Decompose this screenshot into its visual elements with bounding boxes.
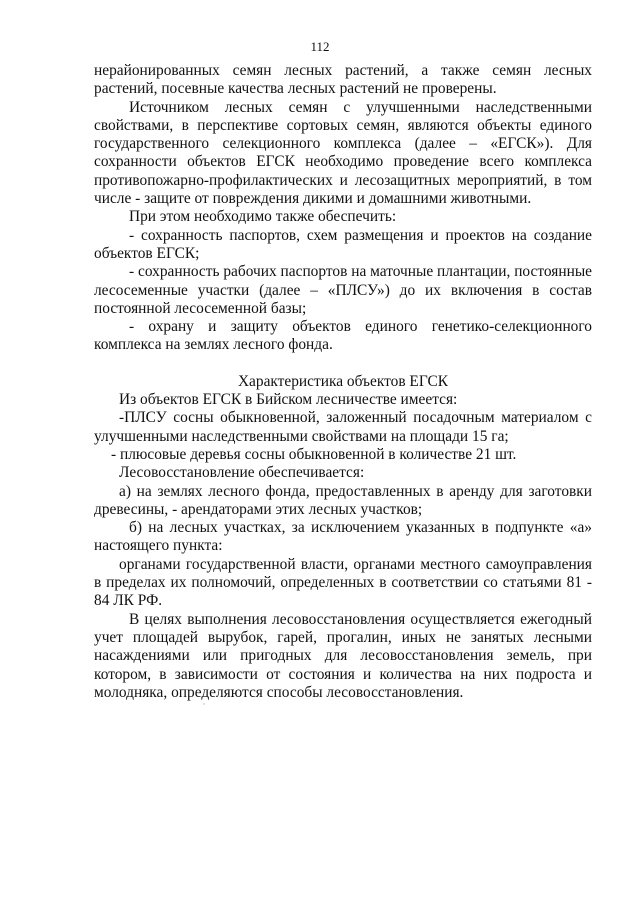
page-number: 112	[310, 39, 330, 54]
paragraph-seed-sources: Источником лесных семян с улучшенными наследственными свойствами, в перспективе сортовых семян, являются объекты единого государственного селекционного комплекса (далее – «ЕГСК»). Для сохранности объектов ЕГСК необходимо проведение всего комплекса противопожарно-профилактических и лесозащитных мероприятий, в том числе - защите от повреждения дикими и домашними животными.	[94, 98, 592, 208]
list-item-plsu: -ПЛСУ сосны обыкновенной, заложенный посадочным материалом с улучшенными наследственными свойствами на площади 15 га;	[94, 409, 592, 445]
paragraph-annual-accounting: В целях выполнения лесовосстановления осуществляется ежегодный учет площадей вырубок, гарей, прогалин, иных не занятых лесными насаждениями или пригодных для лесовосстановления земель, при котором, в зависимости от состояния и количества на них подроста и молодняка, определяются способы лесовосстановления.	[94, 610, 592, 701]
paragraph-also-ensure: При этом необходимо также обеспечить:	[129, 208, 397, 226]
list-item-plus-trees: - плюсовые деревья сосны обыкновенной в количестве 21 шт.	[111, 445, 517, 463]
list-item-working-passports: - сохранность рабочих паспортов на маточные плантации, постоянные лесосеменные участки (далее – «ПЛСУ») до их включения в состав постоянной лесосеменной базы;	[94, 263, 592, 317]
list-item-passports: - сохранность паспортов, схем размещения и проектов на создание объектов ЕГСК;	[94, 226, 592, 262]
list-item-a-lease: а) на землях лесного фонда, предоставленных в аренду для заготовки древесины, - арендаторами этих лесных участков;	[94, 482, 592, 518]
paragraph-reforestation: Лесовосстановление обеспечивается:	[119, 464, 365, 482]
paragraph-authorities: органами государственной власти, органами местного самоуправления в пределах их полномочий, определенных в соответствии со статьями 81 - 84 ЛК РФ.	[94, 555, 592, 610]
paragraph-intro: нерайонированных семян лесных растений, а также семян лесных растений, посевные качества лесных растений не проверены.	[94, 62, 592, 98]
paragraph-egsk-objects: Из объектов ЕГСК в Бийском лесничестве имеется:	[119, 391, 458, 409]
document-body	[94, 62, 592, 702]
list-item-protection: - охрану и защиту объектов единого генетико-селекционного комплекса на землях лесного фонда.	[94, 318, 592, 354]
section-heading: Характеристика объектов ЕГСК	[237, 372, 449, 390]
scan-speck	[203, 703, 205, 705]
list-item-b-plots: б) на лесных участках, за исключением указанных в подпункте «а» настоящего пункта:	[94, 519, 592, 555]
